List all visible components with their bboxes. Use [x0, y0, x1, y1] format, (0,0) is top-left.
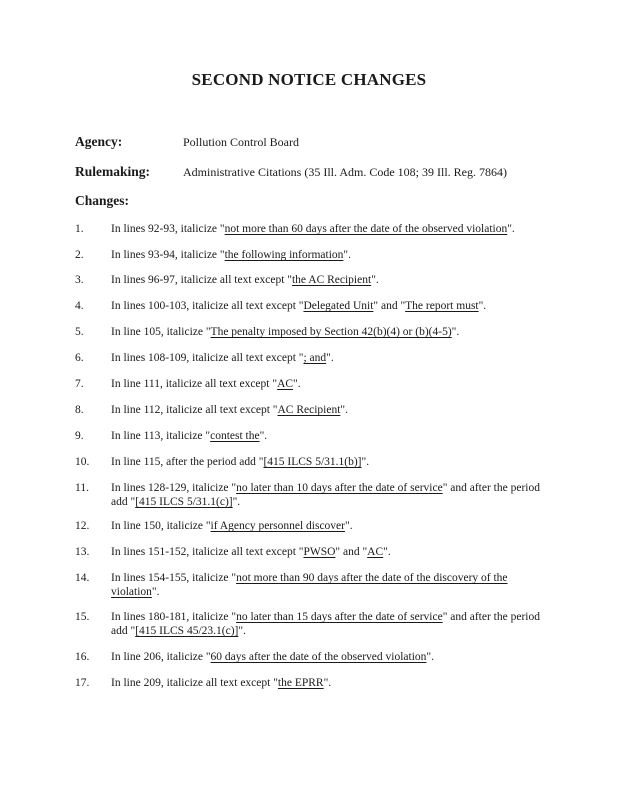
change-number: 17. — [75, 677, 90, 689]
quoted-text: AC — [367, 546, 384, 558]
text-part: In lines 180-181, italicize " — [111, 611, 237, 623]
text-part: In lines 93-94, italicize " — [111, 249, 225, 261]
change-number: 5. — [75, 326, 84, 338]
change-number: 6. — [75, 352, 84, 364]
page-title: SECOND NOTICE CHANGES — [191, 70, 427, 89]
text-part: ". — [345, 520, 353, 532]
text-part: ". — [361, 456, 370, 468]
text-part: ". — [478, 300, 487, 312]
text-part: ". — [343, 249, 351, 261]
change-number: 7. — [75, 378, 84, 390]
change-text — [111, 429, 543, 443]
text-part: In line 113, italicize " — [111, 430, 211, 442]
text-part: In lines 151-152, italicize all text except " — [111, 546, 304, 558]
change-text — [111, 455, 543, 469]
quoted-text: AC Recipient — [277, 404, 341, 416]
text-part: ". — [340, 404, 348, 416]
agency-value: Pollution Control Board — [183, 135, 300, 149]
quoted-text: not more than 90 days after the date of the discovery of the violation — [111, 572, 508, 598]
text-part: " and after the period add " — [111, 482, 540, 508]
change-text — [111, 403, 543, 417]
text-part: ". — [151, 586, 160, 598]
text-part: ". — [326, 352, 334, 364]
text-part: In lines 92-93, italicize " — [111, 223, 225, 235]
quoted-text: 60 days after the date of the observed violation — [210, 651, 427, 663]
text-part: ". — [238, 625, 246, 637]
text-part: In lines 108-109, italicize all text except " — [111, 352, 304, 364]
text-part: ". — [451, 326, 460, 338]
quoted-text: the following information — [224, 249, 344, 261]
quoted-text: [415 ILCS 5/31.1(b)] — [263, 456, 362, 468]
text-part: ". — [293, 378, 301, 390]
quoted-text: if Agency personnel discover — [210, 520, 345, 532]
text-part: In lines 128-129, italicize " — [111, 482, 237, 494]
change-number: 8. — [75, 404, 84, 416]
quoted-text: contest the — [210, 430, 260, 442]
change-text — [111, 299, 543, 313]
change-number: 2. — [75, 249, 84, 261]
change-text — [111, 571, 543, 599]
change-number: 15. — [75, 611, 90, 623]
quoted-text: PWSO — [303, 546, 336, 558]
text-part: In line 111, italicize all text except " — [111, 378, 278, 390]
change-text — [111, 650, 543, 664]
change-number: 13. — [75, 546, 90, 558]
text-part: ". — [507, 223, 515, 235]
text-part: In lines 154-155, italicize " — [111, 572, 237, 584]
quoted-text: no later than 15 days after the date of service — [236, 611, 443, 623]
changes-heading: Changes: — [75, 193, 130, 208]
quoted-text: AC — [277, 378, 294, 390]
change-number: 4. — [75, 300, 84, 312]
change-number: 12. — [75, 520, 90, 532]
text-part: In line 115, after the period add " — [111, 456, 264, 468]
change-number: 3. — [75, 274, 84, 286]
agency-label: Agency: — [75, 134, 123, 149]
text-part: In line 209, italicize all text except " — [111, 677, 278, 689]
text-part: In line 150, italicize " — [111, 520, 211, 532]
change-text — [111, 248, 543, 262]
change-text — [111, 676, 543, 690]
change-number: 1. — [75, 223, 84, 235]
change-text — [111, 545, 543, 559]
change-text — [111, 377, 543, 391]
text-part: " and " — [335, 546, 368, 558]
quoted-text: [415 ILCS 45/23.1(c)] — [135, 625, 239, 637]
quoted-text: Delegated Unit — [303, 300, 374, 312]
text-part: " and after the period add " — [111, 611, 540, 637]
quoted-text: no later than 10 days after the date of service — [236, 482, 443, 494]
change-text — [111, 519, 543, 533]
text-part: In lines 96-97, italicize all text except " — [111, 274, 292, 286]
text-part: In line 206, italicize " — [111, 651, 211, 663]
quoted-text: The penalty imposed by Section 42(b)(4) or (b)(4-5) — [210, 326, 452, 338]
text-part: In lines 100-103, italicize all text except " — [111, 300, 304, 312]
text-part: In line 105, italicize " — [111, 326, 211, 338]
rulemaking-value: Administrative Citations (35 Ill. Adm. Code 108; 39 Ill. Reg. 7864) — [183, 165, 507, 179]
text-part: In line 112, italicize all text except " — [111, 404, 278, 416]
rulemaking-label: Rulemaking: — [75, 164, 151, 179]
text-part: ". — [371, 274, 379, 286]
quoted-text: the AC Recipient — [291, 274, 372, 286]
change-number: 14. — [75, 572, 90, 584]
text-part: ". — [383, 546, 391, 558]
text-part: ". — [323, 677, 332, 689]
text-part: ". — [232, 496, 241, 508]
change-text — [111, 273, 543, 287]
change-number: 11. — [75, 482, 89, 494]
change-number: 9. — [75, 430, 84, 442]
text-part: " and " — [373, 300, 406, 312]
change-text — [111, 481, 543, 509]
change-text — [111, 610, 543, 638]
change-text — [111, 351, 543, 365]
change-text — [111, 325, 543, 339]
quoted-text: The report must — [405, 300, 479, 312]
quoted-text: ; and — [303, 352, 327, 364]
change-number: 16. — [75, 651, 90, 663]
text-part: ". — [426, 651, 434, 663]
quoted-text: the EPRR — [277, 677, 324, 689]
quoted-text: [415 ILCS 5/31.1(c)] — [135, 496, 233, 508]
text-part: ". — [259, 430, 268, 442]
quoted-text: not more than 60 days after the date of the observed violation — [224, 223, 508, 235]
change-text — [111, 222, 543, 236]
change-number: 10. — [75, 456, 90, 468]
